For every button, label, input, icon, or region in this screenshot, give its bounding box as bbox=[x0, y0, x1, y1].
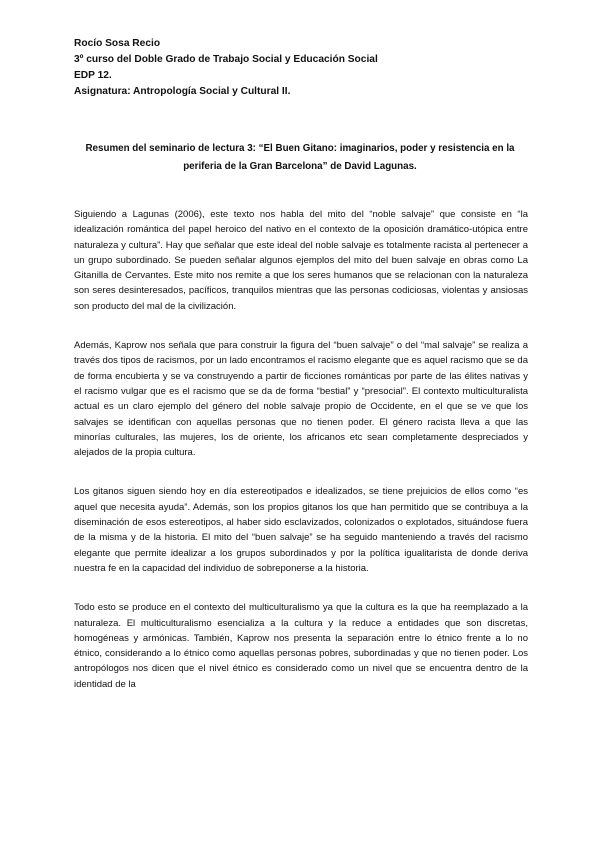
document-title: Resumen del seminario de lectura 3: “El Buen Gitano: imaginarios, poder y resistencia en la periferia de la Gran Barcelona” de David Lagunas. bbox=[85, 143, 515, 172]
course-line: 3º curso del Doble Grado de Trabajo Social y Educación Social bbox=[74, 54, 378, 65]
paragraph-3: Los gitanos siguen siendo hoy en día estereotipados e idealizados, se tiene prejuicios de ellos como “es aquel que necesita ayuda”. Además, son los propios gitanos los que han permitido que se contribuya a la diseminación de esos estereotipos, al haber sido esclavizados, colonizados o explotados, situándose fuera de la misma y de la historia. El mito del “buen salvaje” se ha seguido manteniendo a través del racismo elegante que permite idealizar a los grupos subordinados y por la política igualitarista de donde deriva nuestra fe en la capacidad del individuo de sobreponerse a la historia. bbox=[74, 486, 528, 574]
subject-line: Asignatura: Antropología Social y Cultural II. bbox=[74, 86, 291, 97]
author-name: Rocío Sosa Recio bbox=[74, 38, 161, 49]
document-header bbox=[74, 36, 534, 100]
paragraph-4: Todo esto se produce en el contexto del multiculturalismo ya que la cultura es la que ha reemplazado a la naturaleza. El multiculturalismo esencializa a la cultura y la reduce a entidades que son discretas, homogéneas y armónicas. También, Kaprow nos presenta la separación entre lo étnico frente a lo no étnico, considerando a lo étnico como aquellas personas pobres, subordinadas y que no tienen poder. Los antropólogos nos dicen que el nivel étnico es considerado como un nivel que se encuentra dentro de la identidad de la bbox=[74, 602, 528, 690]
edp-line: EDP 12. bbox=[74, 70, 112, 81]
document-body bbox=[74, 207, 528, 716]
paragraph-1: Siguiendo a Lagunas (2006), este texto nos habla del mito del “noble salvaje” que consiste en “la idealización romántica del papel heroico del nativo en el contexto de la oposición dramático-utópica entre naturaleza y cultura”. Hay que señalar que este ideal del noble salvaje es totalmente racista al pertenecer a un grupo subordinado. Se pueden señalar algunos ejemplos del mito del buen salvaje en obras como La Gitanilla de Cervantes. Este mito nos remite a que los seres humanos que se relacionan con la naturaleza son seres desinteresados, pacíficos, tranquilos mientras que las personas codiciosas, violentas y ansiosas son producto del mal de la civilización. bbox=[74, 209, 528, 312]
paragraph-2: Además, Kaprow nos señala que para construir la figura del “buen salvaje” o del “mal salvaje” se realiza a través dos tipos de racismos, por un lado encontramos el racismo elegante que es aquel racismo que se da de forma encubierta y se va construyendo a partir de ficciones románticas por parte de las élites nativas y el racismo vulgar que es el racismo que se da de forma “bestial” y “presocial”. El contexto multiculturalista actual es un claro ejemplo del género del noble salvaje propio de Occidente, en el que se ve que los salvajes se identifican con aquellas personas que no tienen poder. El género racista lleva a que las minorías culturales, las mujeres, los de oriente, los africanos etc sean completamente despreciados y alejados de la propia cultura. bbox=[74, 340, 528, 459]
